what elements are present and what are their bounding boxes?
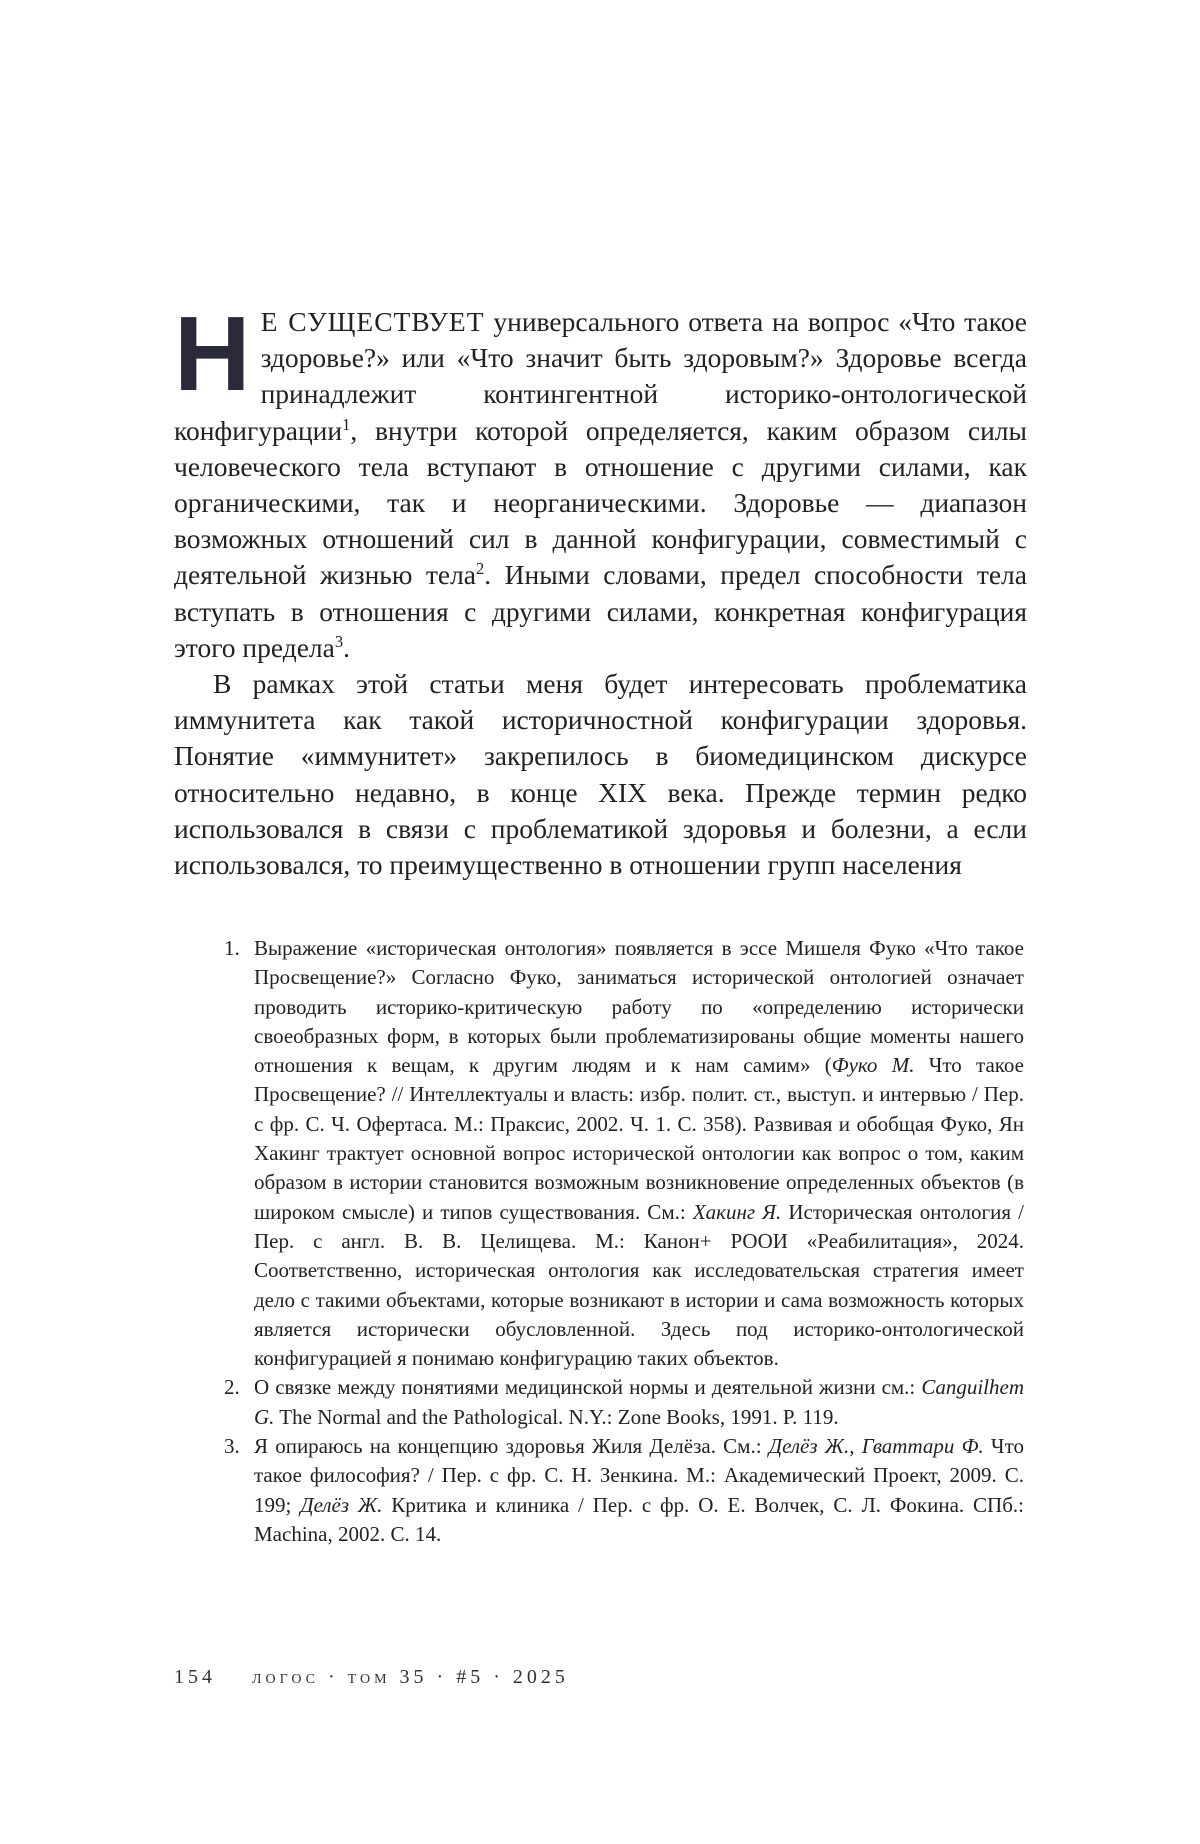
footnote-text: Историческая онтология / Пер. с англ. В. В. Целищева. М.: Канон+ РООИ «Реабилитация», 2024. Соответственно, историческая онтология как исследовательская стратегия имеет дело с такими объектами, которые возникают в истории и сама возможность которых является исторически обусловленной. Здесь под историко-онтологической конфигурацией я понимаю конфигурацию таких объектов. (254, 1199, 1024, 1371)
body-text (174, 295, 1027, 883)
page-number: 154 (174, 1666, 216, 1688)
paragraph-2: В рамках этой статьи меня будет интересовать проблематика иммунитета как такой историчностной конфигурации здоровья. Понятие «иммунитет» закрепилось в биомедицинском дискурсе относительно недавно, в конце XIX века. Прежде термин редко использовался в связи с проблематикой здоровья и болезни, а если использовался, то преимущественно в отношении групп населения (174, 668, 1027, 881)
footnote-text: Что такое Просвещение? // Интеллектуалы и власть: избр. полит. ст., выступ. и интервью / Пер. с фр. С. Ч. Офертаса. М.: Праксис, 2002. Ч. 1. С. 358). Развивая и обобщая Фуко, Ян Хакинг трактует основной вопрос исторической онтологии как вопрос о том, каким образом в истории становится возможным возникновение определенных объектов (в широком смысле) и типов существования. См.: (254, 1053, 1024, 1224)
p1-text-d: . (343, 631, 350, 663)
footnote-author: Делёз Ж. (300, 1492, 383, 1517)
p1-text-c: . Иными словами, предел способности тела вступать в отношения с другими силами, конкретная конфигурация этого предела (174, 559, 1027, 663)
footnote-number: 2. (224, 1375, 240, 1400)
footnote-2 (224, 1373, 1024, 1432)
page-footer (174, 1666, 569, 1689)
footnote-text: Я опираюсь на концепцию здоровья Жиля Делёза. См.: (254, 1434, 769, 1459)
footnote-ref-3[interactable]: 3 (334, 631, 344, 651)
footnote-text: О связке между понятиями медицинской нормы и деятельной жизни см.: (254, 1375, 922, 1400)
footnote-number: 3. (224, 1434, 240, 1459)
footnote-1 (224, 934, 1024, 1373)
footnotes (224, 934, 1024, 1549)
footnote-text: Выражение «историческая онтология» появляется в эссе Мишеля Фуко «Что такое Просвещение?» Согласно Фуко, заниматься исторической онтологией означает проводить историко-критическую работу по «определению исторически своеобразных форм, в которых были проблематизированы общие моменты нашего отношения к вещам, к другим людям и к нам самим» ( (254, 936, 1024, 1078)
footnote-text: Критика и клиника / Пер. с фр. О. Е. Волчек, С. Л. Фокина. СПб.: Machina, 2002. С. 14. (254, 1492, 1024, 1546)
footnote-ref-1[interactable]: 1 (342, 414, 351, 434)
footnote-text: Что такое философия? / Пер. с фр. С. Н. Зенкина. М.: Академический Проект, 2009. С. 199; (254, 1434, 1024, 1517)
footnote-number: 1. (224, 936, 240, 960)
footnote-text: The Normal and the Pathological. N.Y.: Zone Books, 1991. P. 119. (274, 1404, 839, 1429)
footnote-ref-2[interactable]: 2 (476, 559, 485, 579)
footnote-author: Canguilhem G. (254, 1375, 1024, 1429)
footnote-author: Делёз Ж., Гваттари Ф. (768, 1434, 984, 1459)
running-footer: логос · том 35 · #5 · 2025 (252, 1666, 569, 1688)
drop-cap: Н (174, 295, 251, 413)
p1-text-a: универсального ответа на вопрос «Что такое здоровье?» или «Что значит быть здоровым?» Здоровье всегда принадлежит контингентной историко-онтологической конфигурации (174, 306, 1027, 446)
lead-in: Е СУЩЕСТВУЕТ (260, 306, 485, 337)
paragraph-1 (174, 295, 1027, 666)
p1-text-b: , внутри которой определяется, каким образом силы человеческого тела вступают в отношение с другими силами, как органическими, так и неорганическими. Здоровье — диапазон возможных отношений сил в данной конфигурации, совместимый с деятельной жизнью тела (174, 414, 1027, 591)
footnote-author: Фуко М. (831, 1053, 915, 1078)
footnote-author: Хакинг Я. (692, 1199, 782, 1224)
footnote-3 (224, 1432, 1024, 1549)
